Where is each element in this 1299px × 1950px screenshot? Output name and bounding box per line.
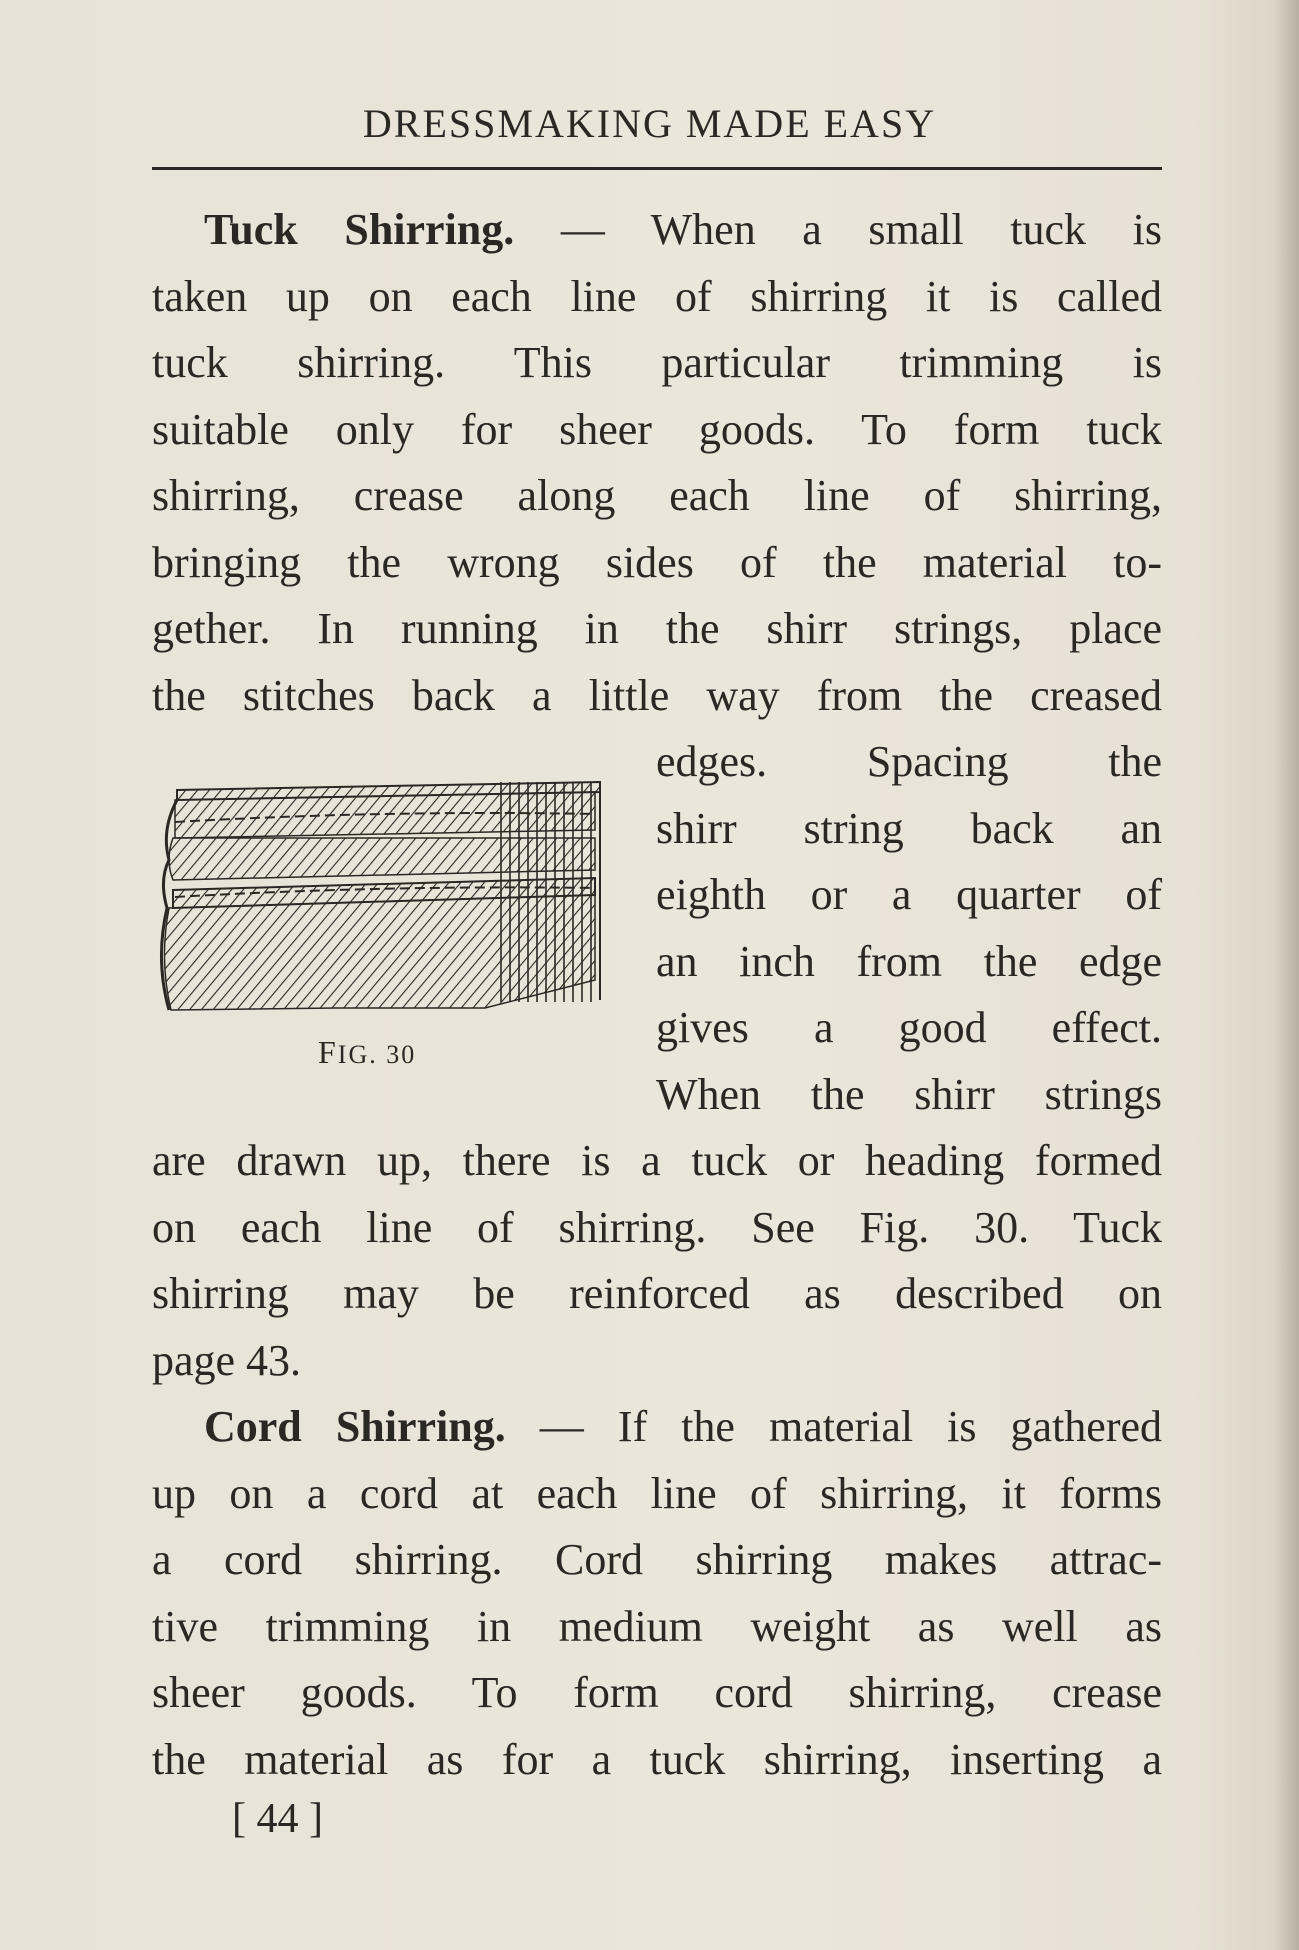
page-number: [ 44 ] [232,1796,323,1842]
text-line: on each line of shirring. See Fig. 30. Tuck [152,1202,1162,1252]
text-line: Cord Shirring. — If the material is gathered [204,1402,1163,1451]
cord-shirring-paragraph [152,1394,1162,1793]
text-line: the stitches back a little way from the creased [152,670,1162,720]
text-line: shirring, crease along each line of shirring, [152,471,1162,520]
figure-caption: FIG. 30 [318,1034,417,1070]
header-rule [152,167,1162,170]
text-line: shirr string back an [656,803,1162,853]
text-line: suitable only for sheer goods. To form tuck [152,404,1162,454]
section-heading-tuck-shirring: Tuck Shirring. [204,205,515,254]
text-line: bringing the wrong sides of the material to- [152,537,1162,587]
text-line: the material as for a tuck shirring, inserting a [152,1734,1162,1784]
text-line: taken up on each line of shirring it is called [152,271,1162,321]
tuck-shirring-paragraph-top [152,197,1162,729]
text-line: up on a cord at each line of shirring, it forms [152,1468,1162,1518]
text-line: page 43. [152,1335,302,1385]
running-head: DRESSMAKING MADE EASY [362,101,937,146]
text-line: shirring may be reinforced as described on [152,1269,1162,1318]
text-line: sheer goods. To form cord shirring, crease [152,1668,1162,1717]
tuck-shirring-paragraph-beside-figure [656,729,1162,1128]
text-line: an inch from the edge [656,936,1162,986]
text-line: tive trimming in medium weight as well as [152,1601,1162,1651]
text-line: eighth or a quarter of [656,870,1162,919]
text-line: When the shirr strings [656,1069,1162,1119]
tuck-shirring-illustration [155,770,610,1030]
text-line: gether. In running in the shirr strings, place [152,604,1162,653]
section-heading-cord-shirring: Cord Shirring. [204,1402,506,1451]
text-line: tuck shirring. This particular trimming is [152,338,1162,387]
tuck-shirring-paragraph-bottom [152,1128,1162,1394]
text-line: edges. Spacing the [656,737,1162,786]
page-edge-shadow [1273,0,1299,1950]
text-line: Tuck Shirring. — When a small tuck is [204,205,1162,254]
text-line: a cord shirring. Cord shirring makes attrac- [152,1535,1162,1584]
text-line: gives a good effect. [656,1003,1162,1052]
text-line: are drawn up, there is a tuck or heading formed [152,1136,1162,1185]
